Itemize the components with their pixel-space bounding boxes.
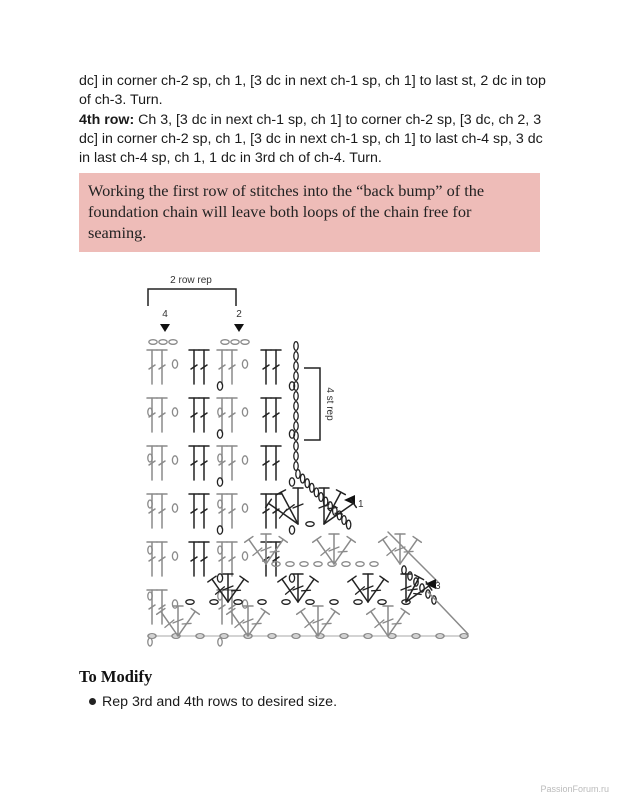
chain-stitch <box>172 456 177 464</box>
chain-stitch <box>242 456 247 464</box>
rep-top-label: 2 row rep <box>170 275 212 286</box>
dc-slash <box>302 590 311 591</box>
chain-stitch <box>402 566 406 574</box>
dc-slash <box>335 513 342 514</box>
dc-slash <box>338 551 347 552</box>
dc-top-bar <box>413 537 421 543</box>
chain-stitch <box>217 574 222 582</box>
chain-stitch <box>169 340 177 345</box>
dc-top-bar <box>347 537 355 543</box>
dc-top-bar <box>261 609 269 615</box>
chain-stitch <box>294 452 298 461</box>
dc-top-bar <box>401 609 409 615</box>
chain-stitch <box>310 483 314 492</box>
marker-label-row3: 3 <box>435 581 441 592</box>
chain-stitch <box>306 522 314 527</box>
chain-stitch <box>172 552 177 560</box>
dc-slash <box>408 589 417 590</box>
dc-slash <box>392 623 401 624</box>
dc-top-bar <box>310 576 318 582</box>
chain-stitch <box>217 382 222 390</box>
chain-stitch <box>172 408 177 416</box>
row-4-label: 4th row: <box>79 112 135 128</box>
chain-stitch <box>217 430 222 438</box>
chain-stitch <box>149 340 157 345</box>
dc-slash <box>414 594 421 595</box>
dc-slash <box>321 548 330 555</box>
marker-arrow-icon <box>234 324 244 332</box>
chain-stitch <box>258 600 266 605</box>
chain-stitch <box>172 504 177 512</box>
chain-stitch <box>294 442 298 451</box>
dc-slash <box>252 623 261 624</box>
chain-stitch <box>300 562 308 567</box>
watermark: PassionForum.ru <box>540 784 609 794</box>
chain-stitch <box>172 360 177 368</box>
dc-slash <box>372 590 381 591</box>
dc-slash <box>305 620 314 627</box>
chain-stitch <box>234 600 242 605</box>
chain-stitch <box>242 600 247 608</box>
dc-top-bar <box>278 576 286 582</box>
chain-stitch <box>342 562 350 567</box>
chain-stitch <box>356 562 364 567</box>
chain-stitch <box>217 478 222 486</box>
chain-stitch <box>210 600 218 605</box>
marker-arrow-icon <box>160 324 170 332</box>
dc-top-bar <box>227 609 235 615</box>
rep-bracket <box>148 289 236 306</box>
dc-slash <box>270 551 279 552</box>
chain-stitch <box>282 600 290 605</box>
dc-top-bar <box>380 576 388 582</box>
marker-label-row4: 4 <box>162 309 168 320</box>
dc-slash <box>328 508 337 509</box>
chain-stitch <box>294 402 298 411</box>
edge-line <box>428 592 468 634</box>
dc-top-bar <box>313 537 321 543</box>
chain-stitch <box>159 340 167 345</box>
dc-slash <box>253 548 262 555</box>
chain-stitch <box>330 600 338 605</box>
chain-stitch <box>294 392 298 401</box>
chain-stitch <box>242 552 247 560</box>
dc-top-bar <box>240 576 248 582</box>
chain-stitch <box>370 562 378 567</box>
chain-stitch <box>294 422 298 431</box>
dc-slash <box>322 623 331 624</box>
chain-stitch <box>218 638 222 646</box>
dc-top-bar <box>297 609 305 615</box>
chain-stitch <box>289 526 294 534</box>
crochet-chart <box>138 262 478 648</box>
chain-stitch <box>294 372 298 381</box>
modify-item-text: Rep 3rd and 4th rows to desired size. <box>102 694 338 710</box>
chain-stitch <box>319 493 323 502</box>
dc-slash <box>182 623 191 624</box>
tip-box: Working the first row of stitches into the “back bump” of the foundation chain will leave both loops of the chain free for seaming. <box>79 173 540 252</box>
chain-stitch <box>305 479 309 488</box>
dc-top-bar <box>367 609 375 615</box>
chain-stitch <box>221 340 229 345</box>
chain-stitch <box>242 360 247 368</box>
chain-stitch <box>231 340 239 345</box>
chain-stitch <box>241 340 249 345</box>
dc-slash <box>375 620 384 627</box>
chain-stitch <box>306 600 314 605</box>
modify-list-item <box>89 694 337 710</box>
row-4-text: Ch 3, [3 dc in next ch-1 sp, ch 1] to corner ch-2 sp, [3 dc, ch 2, 3 dc] in corner ch-2 sp, ch 1, [3 dc in next ch-1 sp, ch 1] to last ch-4 sp, 3 dc in last ch-4 sp, ch 1, 1 dc in 3rd ch of ch-4. Turn. <box>79 112 543 166</box>
dc-top-bar <box>336 490 345 495</box>
chain-stitch <box>296 470 300 479</box>
dc-top-bar <box>191 609 199 615</box>
chain-stitch <box>314 562 322 567</box>
marker-label-row1: 1 <box>358 499 364 510</box>
marker-label-row2: 2 <box>236 309 242 320</box>
chain-stitch <box>294 412 298 421</box>
dc-top-bar <box>208 576 216 582</box>
chain-stitch <box>378 600 386 605</box>
chain-stitch <box>294 362 298 371</box>
chain-stitch <box>242 504 247 512</box>
chain-stitch <box>289 574 294 582</box>
chain-stitch <box>294 352 298 361</box>
chain-stitch <box>300 474 304 483</box>
bullet-icon <box>89 698 96 705</box>
dc-slash <box>235 620 244 627</box>
dc-top-bar <box>245 537 253 543</box>
chain-stitch <box>342 516 346 525</box>
dc-top-bar <box>331 609 339 615</box>
chain-stitch <box>294 342 298 351</box>
dc-top-bar <box>348 576 356 582</box>
chain-stitch <box>289 478 294 486</box>
dc-top-bar <box>379 537 387 543</box>
chain-stitch <box>217 526 222 534</box>
chain-stitch <box>314 488 318 497</box>
chain-stitch <box>346 520 350 529</box>
instruction-continuation: dc] in corner ch-2 sp, ch 1, [3 dc in next ch-1 sp, ch 1] to last st, 2 dc in top of ch-3. Turn. <box>79 73 546 108</box>
to-modify-heading: To Modify <box>79 667 153 686</box>
chain-stitch <box>242 408 247 416</box>
chain-stitch <box>354 600 362 605</box>
dc-slash <box>387 548 396 555</box>
chain-stitch <box>172 600 177 608</box>
row-4-instruction <box>79 111 549 168</box>
dc-slash <box>232 590 241 591</box>
chain-stitch <box>186 600 194 605</box>
dc-top-bar <box>157 609 165 615</box>
chain-stitch <box>286 562 294 567</box>
rep-side-label: 4 st rep <box>324 387 335 421</box>
chain-stitch <box>408 572 412 580</box>
side-bracket <box>304 368 320 440</box>
dc-slash <box>165 620 174 627</box>
chain-stitch <box>148 638 152 646</box>
